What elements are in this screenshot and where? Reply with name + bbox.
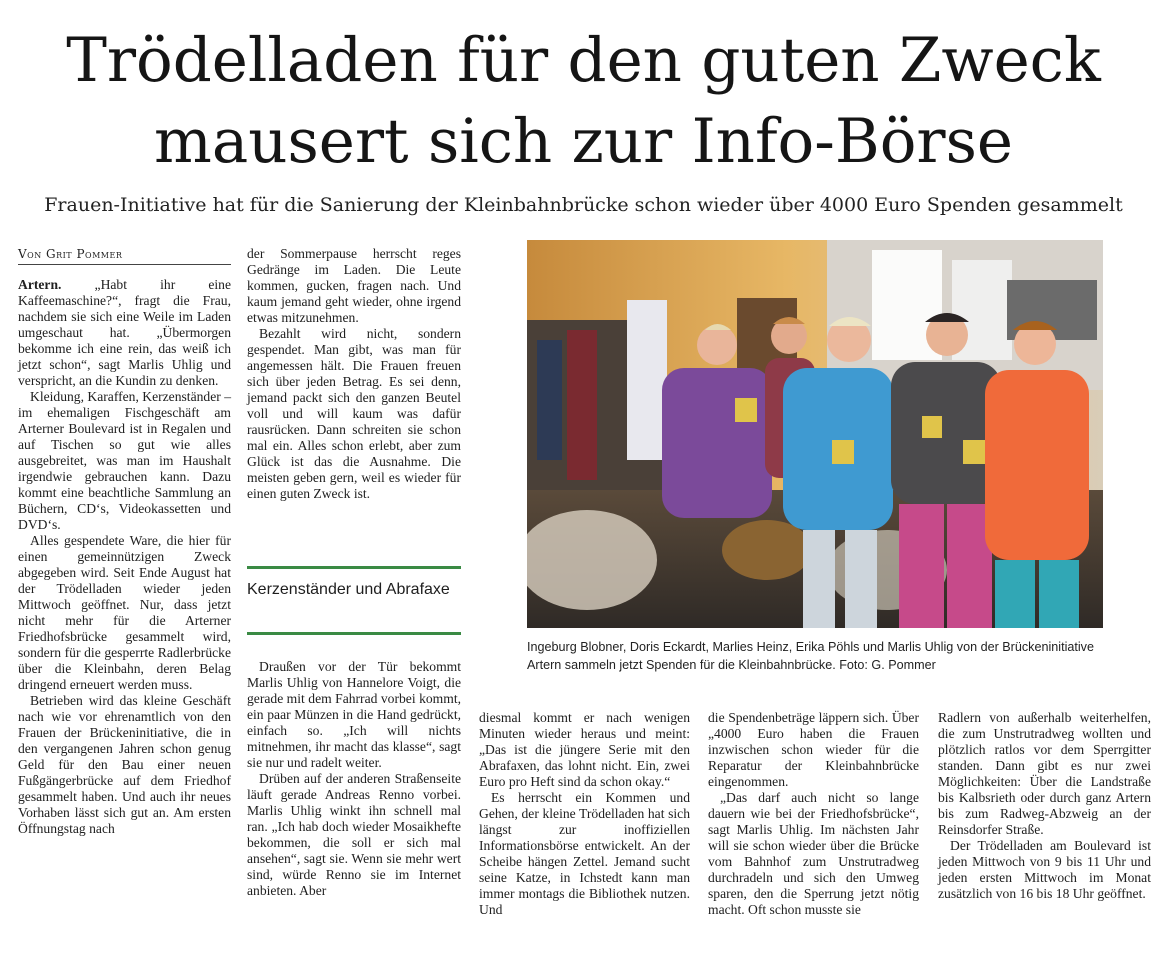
paragraph: [18, 277, 231, 389]
byline: Von Grit Pommer: [18, 247, 231, 265]
paragraph: Der Trödelladen am Boulevard ist jeden Mittwoch von 9 bis 11 Uhr und jeden ersten Mittwoch im Monat zusätzlich von 16 bis 18 Uhr geöffnet.: [938, 838, 1151, 901]
subheadline: Frauen-Initiative hat für die Sanierung der Kleinbahnbrücke schon wieder über 4000 Euro Spenden gesammelt: [44, 194, 1123, 216]
paragraph: der Sommerpause herrscht reges Gedränge im Laden. Die Leute kommen, gucken, fragen nach. Und kaum jemand geht wieder, ohne irgend etwas mitzunehmen.: [247, 246, 461, 325]
paragraph: Kleidung, Karaffen, Kerzenständer – im ehemaligen Fischgeschäft am Arterner Boulevard ist in Regalen und auf Tischen so gut wie alles ausgebreitet, was man im Haushalt irgendwie gebrauchen kann. Dazu kommt eine beachtliche Sammlung an Büchern, CD‘s, Videokassetten und DVD‘s.: [18, 389, 231, 532]
headline-line-2: mausert sich zur Info-Börse: [153, 106, 1013, 177]
article-photo: [527, 240, 1103, 628]
paragraph: die Spendenbeträge läppern sich. Über „4000 Euro haben die Frauen inzwischen schon wieder für die Reparatur der Kleinbahnbrücke eingenommen.: [708, 710, 919, 789]
paragraph: „Das darf auch nicht so lange dauern wie bei der Friedhofsbrücke“, sagt Marlis Uhlig. Im nächsten Jahr will sie schon wieder über die Brücke vom Bahnhof zum Unstrutradweg durchradeln und sich den Umweg sparen, den die Sperrung jetzt nötig macht. Oft schon musste sie: [708, 790, 919, 917]
paragraph: diesmal kommt er nach wenigen Minuten wieder heraus und meint: „Das ist die jüngere Serie mit den Abrafaxen, das lohnt nicht. Ein, zwei Euro pro Heft sind da schon okay.“: [479, 710, 690, 789]
paragraph: Alles gespendete Ware, die hier für einen gemeinnützigen Zweck abgegeben wird. Seit Ende August hat der Trödelladen wieder jeden Mittwoch geöffnet. Nur, dass jetzt nicht mehr für die Arterner Friedhofsbrücke gesammelt wird, sondern für die gesperrte Radlerbrücke über die Kleinbahn, deren Belag dringend erneuert werden muss.: [18, 533, 231, 692]
paragraph: Radlern von außerhalb weiterhelfen, die zum Unstrutradweg wollten und plötzlich ratlos vor dem Sperrgitter standen. Dann gibt es nur zwei Möglichkeiten: Über die Landstraße bis Kalbsrieth oder durch ganz Artern bis zum Radweg-Abzweig an der Reinsdorfer Straße.: [938, 710, 1151, 837]
photo-caption: Ingeburg Blobner, Doris Eckardt, Marlies Heinz, Erika Pöhls und Marlis Uhlig von der Brückeninitiative Artern sammeln jetzt Spenden für die Kleinbahnbrücke. Foto: G. Pommer: [527, 640, 1094, 672]
paragraph: Betrieben wird das kleine Geschäft nach wie vor ehrenamtlich von den Frauen der Brückeninitiative, die in den vergangenen Jahren schon genug Geld für den Bau einer neuen Fußgängerbrücke auf dem Friedhof gesammelt haben. Und auch ihr neues Vorhaben lässt sich gut an. Am ersten Öffnungstag nach: [18, 693, 231, 836]
text-column-4: [708, 710, 919, 918]
subhead: Kerzenständer und Abrafaxe: [247, 581, 450, 598]
photo-illustration: [527, 240, 1103, 628]
paragraph: Drüben auf der anderen Straßenseite läuft gerade Andreas Renno vorbei. Marlis Uhlig winkt ihn schnell mal ran. „Ich hab doch wieder Mosaikhefte bekommen, die soll er sich mal ansehen“, sagt sie. Wenn sie mehr wert sind, würde Renno sie im Internet anbieten. Aber: [247, 771, 461, 898]
headline-line-1: Trödelladen für den guten Zweck: [66, 25, 1101, 96]
text-column-3: [479, 710, 690, 918]
text-column-2-bottom: [247, 659, 461, 899]
paragraph-text: „Habt ihr eine Kaffeemaschine?“, fragt die Frau, nachdem sie sich eine Weile im Laden umgeschaut hat. „Übermorgen bekomme ich eine rein, das weiß ich jetzt schon“, sagt Marlis Uhlig und verspricht, an die Kundin zu denken.: [18, 277, 232, 388]
paragraph: Es herrscht ein Kommen und Gehen, der kleine Trödelladen hat sich längst zur inoffiziellen Informationsbörse entwickelt. An der Scheibe hängen Zettel. Jemand sucht seine Katze, in Ichstedt kann man immer montags die Bibliothek nutzen. Und: [479, 790, 690, 917]
text-column-5: [938, 710, 1151, 902]
paragraph: Draußen vor der Tür bekommt Marlis Uhlig von Hannelore Voigt, die gerade mit dem Fahrrad vorbei kommt, ein paar Münzen in die Hand gedrückt, einfach so. „Ich will nichts mitnehmen, ihr macht das klasse“, sagt sie nur und radelt weiter.: [247, 659, 461, 770]
subhead-rule-top: [247, 566, 461, 569]
text-column-1: [18, 277, 231, 837]
text-column-2-top: [247, 246, 461, 502]
subhead-rule-bottom: [247, 632, 461, 635]
paragraph: Bezahlt wird nicht, sondern gespendet. Man gibt, was man für angemessen hält. Die Frauen freuen sich über jeden Betrag. Es sei denn, jemand packt sich den ganzen Beutel voll und will kaum was dafür rausrücken. Dann schreiten sie schon mal ein. Alles schon erlebt, aber zum Glück ist das die Ausnahme. Die meisten geben gern, weil es wieder für einen guten Zweck ist.: [247, 326, 461, 501]
dateline: Artern.: [18, 277, 62, 292]
